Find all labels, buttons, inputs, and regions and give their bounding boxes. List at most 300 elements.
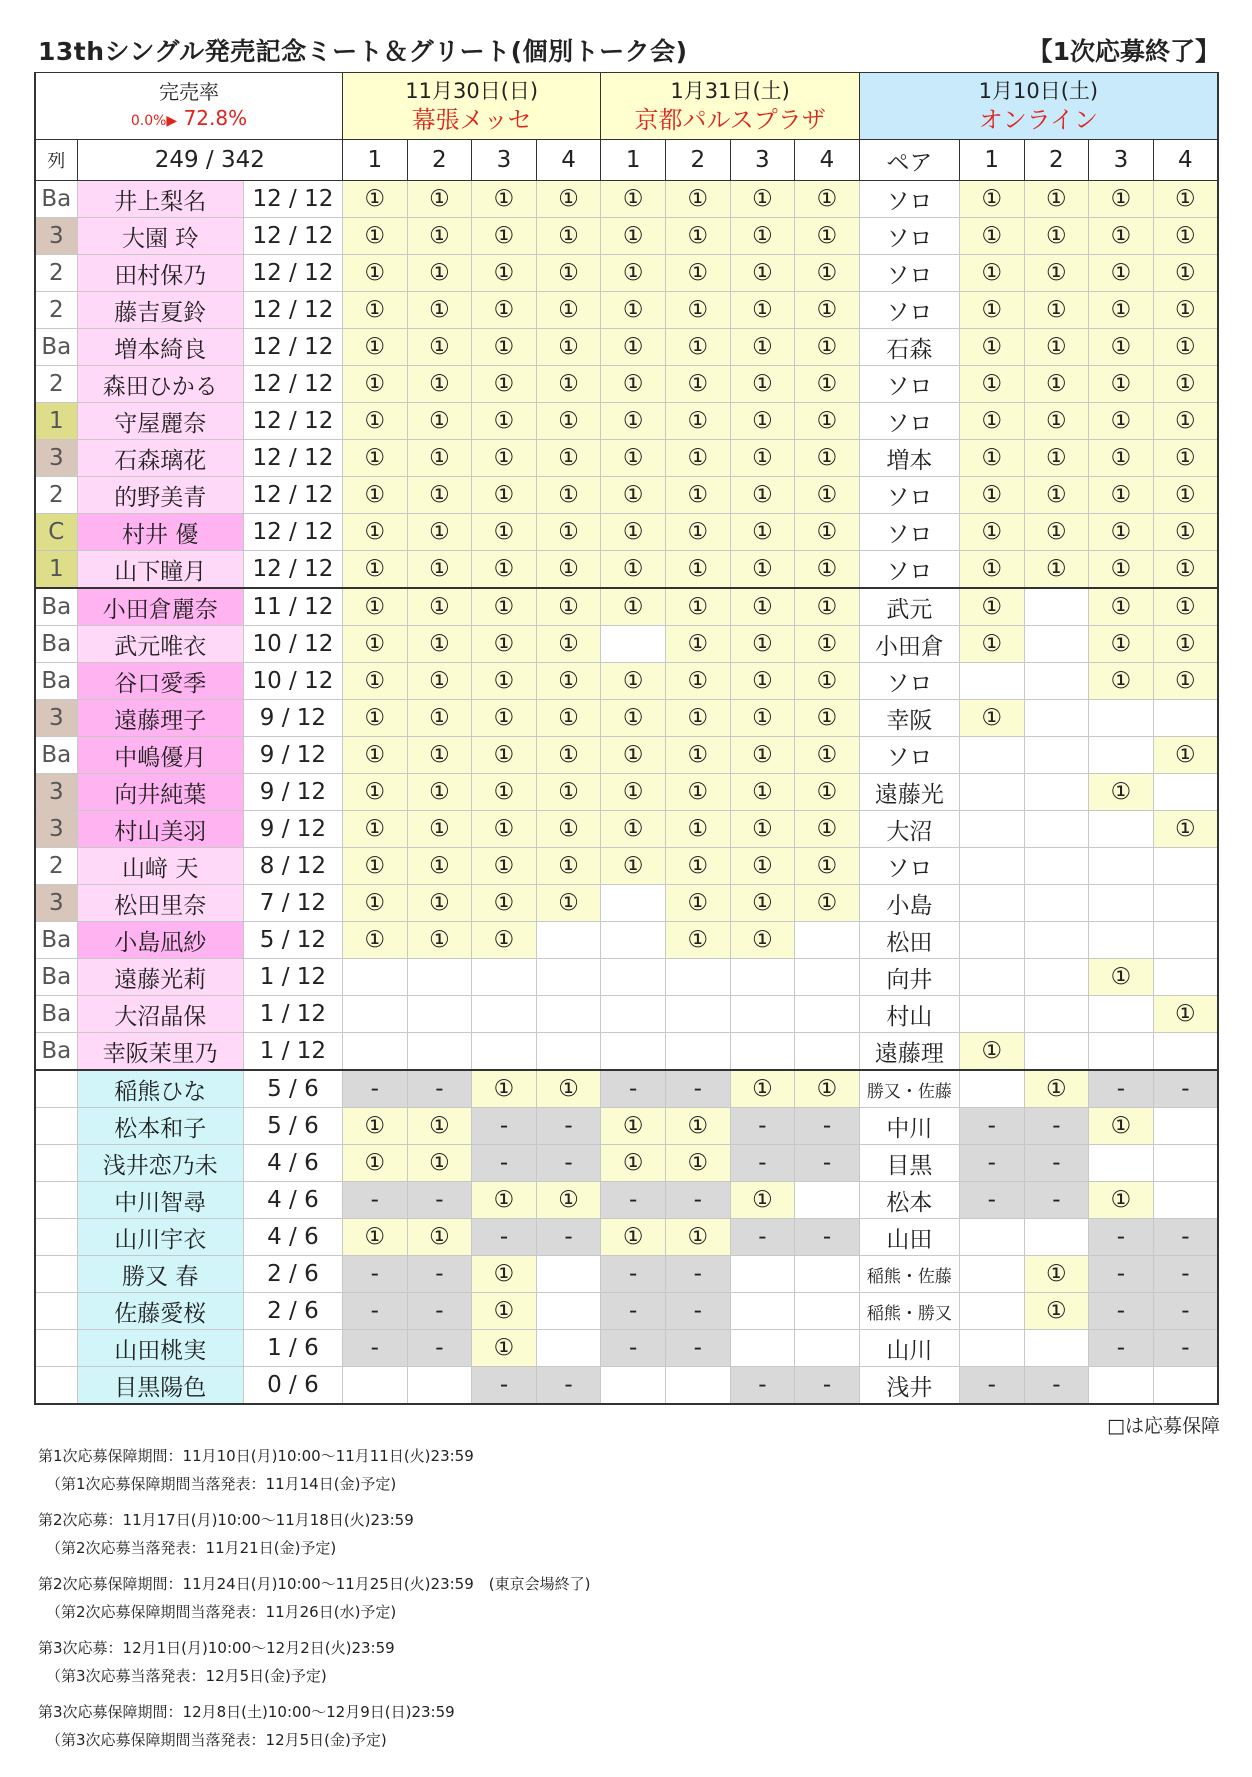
pair-cell: 小島: [859, 885, 959, 922]
slot-cell: ①: [342, 181, 407, 218]
slot-header: 4: [795, 140, 860, 181]
online-slot-cell: ①: [1089, 774, 1154, 811]
note-sub: （第2次応募当落発表：11月21日(金)予定): [46, 1539, 337, 1557]
online-slot-cell: ①: [959, 440, 1024, 477]
slot-cell: [601, 1033, 666, 1071]
slot-cell: ①: [407, 700, 472, 737]
slot-cell: [795, 1293, 860, 1330]
note-main: 第3次応募保障期間：12月8日(土)10:00～12月9日(日)23:59: [38, 1703, 455, 1721]
slot-header: 1: [959, 140, 1024, 181]
online-slot-cell: ①: [1089, 255, 1154, 292]
slot-cell: ①: [601, 477, 666, 514]
online-slot-cell: [1089, 737, 1154, 774]
online-slot-cell: -: [1024, 1145, 1089, 1182]
online-slot-cell: -: [1089, 1219, 1154, 1256]
member-name: 藤吉夏鈴: [77, 292, 243, 329]
member-name: 山下瞳月: [77, 551, 243, 589]
venue-header-makuhari: 11月30日(日) 幕張メッセ: [342, 73, 600, 140]
member-name: 大沼晶保: [77, 996, 243, 1033]
member-count: 0 / 6: [243, 1367, 342, 1405]
slot-cell: ①: [795, 551, 860, 589]
slot-cell: ①: [472, 477, 537, 514]
slot-cell: ①: [407, 477, 472, 514]
member-count: 12 / 12: [243, 440, 342, 477]
slot-cell: ①: [536, 848, 601, 885]
online-slot-cell: [1153, 1145, 1218, 1182]
member-name: 遠藤理子: [77, 700, 243, 737]
slot-cell: ①: [601, 366, 666, 403]
row-class: Ba: [35, 626, 77, 663]
slot-cell: ①: [536, 626, 601, 663]
pair-cell: ソロ: [859, 292, 959, 329]
online-slot-cell: ①: [1153, 181, 1218, 218]
pair-cell: ソロ: [859, 255, 959, 292]
member-count: 12 / 12: [243, 218, 342, 255]
member-row: [35, 1070, 1218, 1108]
online-slot-cell: [1153, 1108, 1218, 1145]
row-class: C: [35, 514, 77, 551]
member-name: 目黒陽色: [77, 1367, 243, 1405]
online-slot-cell: ①: [959, 403, 1024, 440]
slot-cell: ①: [536, 329, 601, 366]
slot-cell: ①: [665, 700, 730, 737]
pair-cell: ソロ: [859, 663, 959, 700]
member-count: 7 / 12: [243, 885, 342, 922]
slot-cell: [407, 996, 472, 1033]
slot-cell: ①: [472, 1182, 537, 1219]
online-slot-cell: [1153, 1033, 1218, 1071]
pair-cell: 武元: [859, 588, 959, 626]
online-slot-cell: -: [1153, 1293, 1218, 1330]
slot-cell: -: [407, 1256, 472, 1293]
member-row: [35, 959, 1218, 996]
row-class: [35, 1256, 77, 1293]
slot-cell: [342, 996, 407, 1033]
member-name: 森田ひかる: [77, 366, 243, 403]
online-slot-cell: ①: [1089, 514, 1154, 551]
online-slot-cell: ①: [959, 700, 1024, 737]
slot-cell: -: [730, 1367, 795, 1405]
slot-cell: ①: [601, 440, 666, 477]
online-slot-cell: [1153, 922, 1218, 959]
slot-cell: [536, 996, 601, 1033]
slot-cell: ①: [665, 514, 730, 551]
online-slot-cell: -: [1089, 1070, 1154, 1108]
slot-cell: [342, 959, 407, 996]
pair-cell: ソロ: [859, 477, 959, 514]
slot-cell: ①: [665, 588, 730, 626]
online-slot-cell: [1024, 1033, 1089, 1071]
slot-cell: ①: [730, 811, 795, 848]
slot-cell: ①: [407, 737, 472, 774]
slot-cell: [730, 1330, 795, 1367]
slot-cell: -: [665, 1293, 730, 1330]
slot-cell: [472, 959, 537, 996]
slot-cell: [601, 996, 666, 1033]
online-slot-cell: [959, 663, 1024, 700]
pair-cell: ソロ: [859, 218, 959, 255]
slot-cell: [601, 885, 666, 922]
slot-cell: ①: [795, 811, 860, 848]
online-slot-cell: [959, 922, 1024, 959]
member-row: [35, 514, 1218, 551]
slot-cell: ①: [730, 1182, 795, 1219]
member-row: [35, 329, 1218, 366]
member-row: [35, 700, 1218, 737]
online-slot-cell: [959, 959, 1024, 996]
pair-cell: 松田: [859, 922, 959, 959]
slot-cell: ①: [665, 181, 730, 218]
slot-cell: ①: [407, 848, 472, 885]
row-class: 2: [35, 366, 77, 403]
slot-cell: [730, 1256, 795, 1293]
online-slot-cell: [1024, 959, 1089, 996]
row-class: 2: [35, 292, 77, 329]
slot-cell: [536, 1256, 601, 1293]
slot-cell: ①: [536, 700, 601, 737]
slot-cell: ①: [536, 403, 601, 440]
slot-cell: ①: [407, 774, 472, 811]
member-name: 山田桃実: [77, 1330, 243, 1367]
slot-cell: -: [730, 1145, 795, 1182]
slot-cell: ①: [472, 663, 537, 700]
slot-cell: ①: [730, 440, 795, 477]
slot-cell: ①: [665, 1219, 730, 1256]
pair-cell: 浅井: [859, 1367, 959, 1405]
member-count: 1 / 12: [243, 996, 342, 1033]
slot-cell: ①: [342, 477, 407, 514]
slot-cell: [536, 1293, 601, 1330]
member-name: 井上梨名: [77, 181, 243, 218]
slot-cell: ①: [601, 551, 666, 589]
slot-cell: ①: [342, 848, 407, 885]
slot-cell: -: [536, 1219, 601, 1256]
online-slot-cell: ①: [959, 551, 1024, 589]
pair-cell: 松本: [859, 1182, 959, 1219]
slot-cell: -: [342, 1070, 407, 1108]
slot-cell: [601, 959, 666, 996]
member-row: [35, 774, 1218, 811]
online-slot-cell: [1024, 922, 1089, 959]
slot-cell: [601, 1367, 666, 1405]
note-sub: （第3次応募当落発表：12月5日(金)予定): [46, 1667, 327, 1685]
slot-cell: -: [665, 1070, 730, 1108]
note-sub: （第2次応募保障期間当落発表：11月26日(水)予定): [46, 1603, 397, 1621]
slot-cell: ①: [601, 1145, 666, 1182]
online-slot-cell: ①: [1153, 366, 1218, 403]
slot-cell: ①: [730, 403, 795, 440]
slot-cell: ①: [795, 218, 860, 255]
row-class: [35, 1182, 77, 1219]
slot-cell: -: [342, 1330, 407, 1367]
online-slot-cell: ①: [1024, 218, 1089, 255]
member-count: 5 / 6: [243, 1108, 342, 1145]
slot-cell: ①: [601, 255, 666, 292]
slot-cell: ①: [407, 218, 472, 255]
note-main: 第2次応募保障期間：11月24日(月)10:00～11月25日(火)23:59 (東京会場終了): [38, 1575, 591, 1593]
online-slot-cell: ①: [1089, 551, 1154, 589]
slot-cell: ①: [407, 626, 472, 663]
slot-cell: [472, 996, 537, 1033]
slot-cell: ①: [730, 848, 795, 885]
slot-cell: [536, 922, 601, 959]
member-count: 12 / 12: [243, 366, 342, 403]
online-slot-cell: ①: [959, 626, 1024, 663]
member-count: 11 / 12: [243, 588, 342, 626]
slot-cell: ①: [407, 1108, 472, 1145]
online-slot-cell: ①: [1024, 292, 1089, 329]
online-slot-cell: ①: [1089, 366, 1154, 403]
online-slot-cell: [1089, 1145, 1154, 1182]
slot-cell: ①: [601, 663, 666, 700]
slot-cell: ①: [472, 366, 537, 403]
slot-cell: -: [665, 1182, 730, 1219]
online-slot-cell: ①: [1089, 477, 1154, 514]
slot-cell: ①: [795, 255, 860, 292]
slot-cell: ①: [730, 292, 795, 329]
slot-cell: ①: [601, 588, 666, 626]
member-row: [35, 403, 1218, 440]
slot-cell: ①: [601, 1108, 666, 1145]
member-row: [35, 1033, 1218, 1071]
member-count: 4 / 6: [243, 1145, 342, 1182]
slot-header: 3: [1089, 140, 1154, 181]
online-slot-cell: ①: [959, 588, 1024, 626]
online-slot-cell: ①: [1153, 292, 1218, 329]
row-class: 3: [35, 440, 77, 477]
online-slot-cell: [1089, 811, 1154, 848]
pair-cell: 遠藤光: [859, 774, 959, 811]
online-slot-cell: ①: [1153, 514, 1218, 551]
online-slot-cell: [1089, 1033, 1154, 1071]
online-slot-cell: [959, 1293, 1024, 1330]
venue-header-kyoto: 1月31日(土) 京都パルスプラザ: [601, 73, 859, 140]
slot-cell: -: [601, 1330, 666, 1367]
slot-header: 3: [730, 140, 795, 181]
online-slot-cell: ①: [1024, 1070, 1089, 1108]
member-row: [35, 1108, 1218, 1145]
slot-cell: ①: [665, 403, 730, 440]
slot-cell: ①: [472, 885, 537, 922]
row-class: Ba: [35, 996, 77, 1033]
member-row: [35, 1367, 1218, 1405]
slot-cell: ①: [665, 663, 730, 700]
slot-cell: -: [407, 1182, 472, 1219]
online-slot-cell: [1024, 811, 1089, 848]
online-slot-cell: [1024, 663, 1089, 700]
member-name: 村山美羽: [77, 811, 243, 848]
member-count: 2 / 6: [243, 1293, 342, 1330]
slot-cell: ①: [472, 218, 537, 255]
member-name: 中川智尋: [77, 1182, 243, 1219]
slot-header: 1: [342, 140, 407, 181]
slot-cell: -: [795, 1219, 860, 1256]
online-slot-cell: -: [959, 1182, 1024, 1219]
page-title: 13thシングル発売記念ミート＆グリート(個別トーク会): [38, 37, 688, 66]
slot-cell: ①: [472, 774, 537, 811]
online-slot-cell: ①: [1089, 1182, 1154, 1219]
member-row: [35, 922, 1218, 959]
row-class: 3: [35, 811, 77, 848]
slot-cell: ①: [342, 551, 407, 589]
row-class: 3: [35, 774, 77, 811]
member-count: 12 / 12: [243, 403, 342, 440]
slot-cell: -: [601, 1256, 666, 1293]
member-row: [35, 1219, 1218, 1256]
member-count: 9 / 12: [243, 811, 342, 848]
slot-cell: ①: [665, 440, 730, 477]
pair-cell: ソロ: [859, 181, 959, 218]
slot-cell: ①: [601, 700, 666, 737]
pair-cell: 山田: [859, 1219, 959, 1256]
online-slot-cell: -: [959, 1145, 1024, 1182]
online-slot-cell: -: [1153, 1256, 1218, 1293]
slot-cell: -: [407, 1293, 472, 1330]
online-slot-cell: -: [1153, 1070, 1218, 1108]
slot-cell: ①: [472, 1070, 537, 1108]
online-slot-cell: ①: [1153, 663, 1218, 700]
member-count: 12 / 12: [243, 329, 342, 366]
online-slot-cell: ①: [959, 218, 1024, 255]
col-label: 列: [35, 140, 77, 181]
online-slot-cell: [1024, 737, 1089, 774]
slot-cell: ①: [795, 440, 860, 477]
online-slot-cell: ①: [959, 292, 1024, 329]
online-slot-cell: ①: [1089, 1108, 1154, 1145]
slot-cell: -: [665, 1330, 730, 1367]
slot-cell: ①: [342, 885, 407, 922]
slot-cell: -: [407, 1070, 472, 1108]
slot-cell: ①: [795, 181, 860, 218]
slot-header: 1: [601, 140, 666, 181]
online-slot-cell: ①: [1024, 181, 1089, 218]
slot-cell: ①: [665, 1145, 730, 1182]
slot-cell: ①: [536, 811, 601, 848]
slot-cell: ①: [601, 1219, 666, 1256]
pair-cell: ソロ: [859, 403, 959, 440]
slot-cell: ①: [730, 329, 795, 366]
slot-cell: ①: [536, 885, 601, 922]
pair-cell: ソロ: [859, 848, 959, 885]
slot-cell: ①: [342, 922, 407, 959]
online-slot-cell: [959, 1256, 1024, 1293]
online-slot-cell: [1024, 774, 1089, 811]
member-row: [35, 255, 1218, 292]
slot-cell: [536, 959, 601, 996]
member-name: 石森璃花: [77, 440, 243, 477]
slot-cell: ①: [536, 255, 601, 292]
slot-cell: ①: [536, 181, 601, 218]
slot-cell: ①: [665, 737, 730, 774]
slot-cell: ①: [601, 218, 666, 255]
slot-cell: ①: [665, 1108, 730, 1145]
member-name: 村井 優: [77, 514, 243, 551]
member-name: 山川宇衣: [77, 1219, 243, 1256]
slot-cell: ①: [342, 700, 407, 737]
slot-cell: ①: [342, 218, 407, 255]
slot-cell: ①: [795, 1070, 860, 1108]
slot-cell: ①: [407, 181, 472, 218]
slot-cell: ①: [665, 329, 730, 366]
member-row: [35, 366, 1218, 403]
slot-cell: [665, 959, 730, 996]
online-slot-cell: ①: [1089, 588, 1154, 626]
rate-label: 完売率: [158, 79, 219, 104]
slot-cell: ①: [795, 737, 860, 774]
pair-cell: 勝又・佐藤: [859, 1070, 959, 1108]
slot-cell: ①: [536, 1070, 601, 1108]
member-count: 10 / 12: [243, 626, 342, 663]
member-row: [35, 218, 1218, 255]
pair-cell: 目黒: [859, 1145, 959, 1182]
member-row: [35, 885, 1218, 922]
slot-cell: ①: [342, 1108, 407, 1145]
pair-cell: 稲熊・勝又: [859, 1293, 959, 1330]
slot-cell: ①: [407, 329, 472, 366]
row-class: Ba: [35, 663, 77, 700]
slot-cell: ①: [536, 292, 601, 329]
slot-cell: -: [795, 1367, 860, 1405]
online-slot-cell: ①: [959, 255, 1024, 292]
online-slot-cell: [1024, 996, 1089, 1033]
online-slot-cell: [1153, 1367, 1218, 1405]
online-slot-cell: ①: [1153, 440, 1218, 477]
slot-header: 2: [407, 140, 472, 181]
slot-cell: ①: [665, 885, 730, 922]
pair-cell: ソロ: [859, 514, 959, 551]
member-row: [35, 1256, 1218, 1293]
member-count: 2 / 6: [243, 1256, 342, 1293]
slot-cell: ①: [407, 1145, 472, 1182]
slot-cell: -: [536, 1145, 601, 1182]
slot-cell: ①: [472, 181, 537, 218]
slot-cell: [407, 1033, 472, 1071]
online-slot-cell: [1153, 848, 1218, 885]
slot-cell: ①: [795, 588, 860, 626]
member-count: 12 / 12: [243, 292, 342, 329]
online-slot-cell: ①: [1153, 811, 1218, 848]
online-slot-cell: [959, 811, 1024, 848]
slot-cell: ①: [407, 1219, 472, 1256]
slot-cell: ①: [730, 1070, 795, 1108]
rate-from: 0.0%▶: [130, 112, 178, 129]
online-slot-cell: [1024, 848, 1089, 885]
slot-cell: ①: [601, 329, 666, 366]
pair-cell: ソロ: [859, 551, 959, 589]
online-slot-cell: ①: [1089, 959, 1154, 996]
slot-cell: ①: [407, 514, 472, 551]
slot-cell: ①: [536, 588, 601, 626]
online-slot-cell: ①: [1024, 329, 1089, 366]
online-slot-cell: ①: [1153, 551, 1218, 589]
slot-cell: ①: [472, 811, 537, 848]
online-slot-cell: [1089, 1367, 1154, 1405]
pair-cell: ソロ: [859, 737, 959, 774]
slot-cell: ①: [342, 329, 407, 366]
slot-cell: [795, 1033, 860, 1071]
online-slot-cell: ①: [1024, 403, 1089, 440]
member-row: [35, 1145, 1218, 1182]
slot-cell: -: [795, 1108, 860, 1145]
member-row: [35, 551, 1218, 589]
online-slot-cell: ①: [1153, 255, 1218, 292]
member-name: 守屋麗奈: [77, 403, 243, 440]
slot-cell: ①: [407, 440, 472, 477]
slot-cell: ①: [795, 848, 860, 885]
member-count: 12 / 12: [243, 551, 342, 589]
slot-cell: ①: [730, 700, 795, 737]
member-name: 浅井恋乃未: [77, 1145, 243, 1182]
